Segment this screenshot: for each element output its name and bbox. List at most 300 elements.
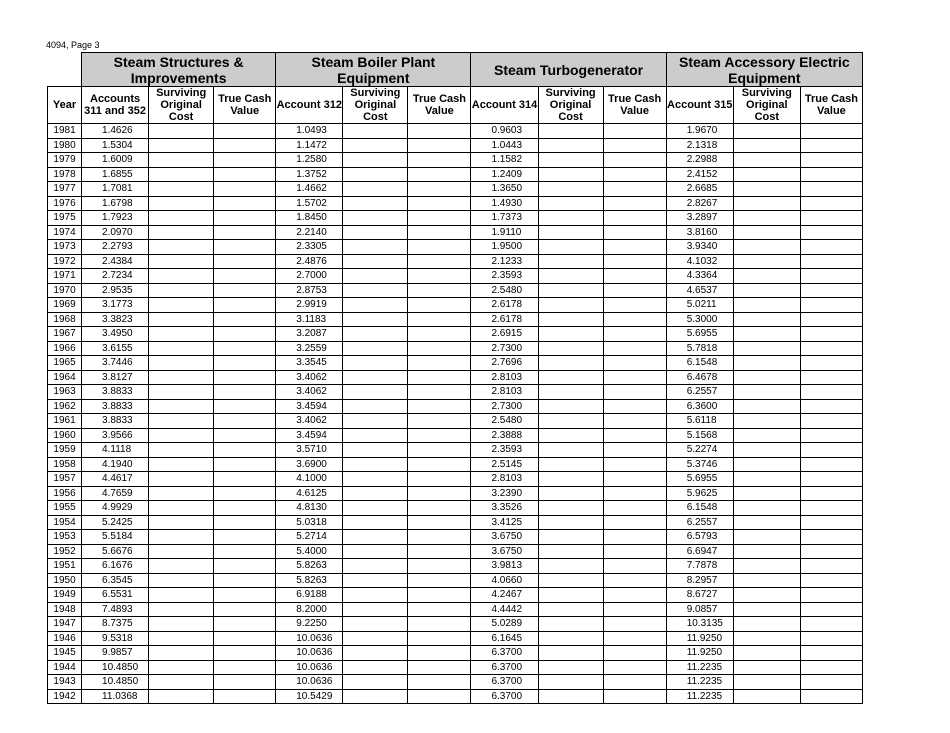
surviving-cost-input[interactable] <box>149 486 214 501</box>
surviving-cost-input[interactable] <box>343 196 408 211</box>
true-cash-input[interactable] <box>800 675 862 690</box>
true-cash-input[interactable] <box>408 414 471 429</box>
surviving-cost-input[interactable] <box>733 660 800 675</box>
surviving-cost-input[interactable] <box>538 240 603 255</box>
surviving-cost-input[interactable] <box>538 312 603 327</box>
true-cash-input[interactable] <box>214 530 276 545</box>
true-cash-input[interactable] <box>214 283 276 298</box>
true-cash-input[interactable] <box>408 646 471 661</box>
surviving-cost-input[interactable] <box>733 196 800 211</box>
surviving-cost-input[interactable] <box>733 689 800 704</box>
surviving-cost-input[interactable] <box>538 675 603 690</box>
surviving-cost-input[interactable] <box>343 414 408 429</box>
surviving-cost-input[interactable] <box>149 457 214 472</box>
surviving-cost-input[interactable] <box>538 211 603 226</box>
true-cash-input[interactable] <box>800 660 862 675</box>
surviving-cost-input[interactable] <box>538 254 603 269</box>
true-cash-input[interactable] <box>800 689 862 704</box>
surviving-cost-input[interactable] <box>149 646 214 661</box>
true-cash-input[interactable] <box>408 196 471 211</box>
surviving-cost-input[interactable] <box>538 167 603 182</box>
surviving-cost-input[interactable] <box>733 240 800 255</box>
true-cash-input[interactable] <box>408 602 471 617</box>
true-cash-input[interactable] <box>800 138 862 153</box>
surviving-cost-input[interactable] <box>343 298 408 313</box>
surviving-cost-input[interactable] <box>733 385 800 400</box>
surviving-cost-input[interactable] <box>149 167 214 182</box>
true-cash-input[interactable] <box>800 298 862 313</box>
surviving-cost-input[interactable] <box>149 689 214 704</box>
true-cash-input[interactable] <box>603 660 666 675</box>
true-cash-input[interactable] <box>408 298 471 313</box>
true-cash-input[interactable] <box>214 385 276 400</box>
true-cash-input[interactable] <box>408 327 471 342</box>
surviving-cost-input[interactable] <box>343 617 408 632</box>
surviving-cost-input[interactable] <box>149 124 214 139</box>
true-cash-input[interactable] <box>603 501 666 516</box>
surviving-cost-input[interactable] <box>343 544 408 559</box>
true-cash-input[interactable] <box>214 196 276 211</box>
true-cash-input[interactable] <box>800 167 862 182</box>
surviving-cost-input[interactable] <box>538 269 603 284</box>
true-cash-input[interactable] <box>408 472 471 487</box>
true-cash-input[interactable] <box>214 486 276 501</box>
true-cash-input[interactable] <box>408 660 471 675</box>
true-cash-input[interactable] <box>214 399 276 414</box>
true-cash-input[interactable] <box>603 675 666 690</box>
surviving-cost-input[interactable] <box>733 182 800 197</box>
surviving-cost-input[interactable] <box>538 283 603 298</box>
surviving-cost-input[interactable] <box>149 501 214 516</box>
surviving-cost-input[interactable] <box>343 631 408 646</box>
surviving-cost-input[interactable] <box>538 660 603 675</box>
true-cash-input[interactable] <box>800 399 862 414</box>
surviving-cost-input[interactable] <box>149 269 214 284</box>
surviving-cost-input[interactable] <box>149 254 214 269</box>
surviving-cost-input[interactable] <box>149 472 214 487</box>
true-cash-input[interactable] <box>603 341 666 356</box>
true-cash-input[interactable] <box>408 283 471 298</box>
true-cash-input[interactable] <box>800 472 862 487</box>
true-cash-input[interactable] <box>408 573 471 588</box>
surviving-cost-input[interactable] <box>733 356 800 371</box>
surviving-cost-input[interactable] <box>149 617 214 632</box>
true-cash-input[interactable] <box>214 327 276 342</box>
true-cash-input[interactable] <box>603 124 666 139</box>
surviving-cost-input[interactable] <box>343 269 408 284</box>
true-cash-input[interactable] <box>214 443 276 458</box>
true-cash-input[interactable] <box>603 167 666 182</box>
true-cash-input[interactable] <box>214 515 276 530</box>
surviving-cost-input[interactable] <box>733 544 800 559</box>
true-cash-input[interactable] <box>214 124 276 139</box>
true-cash-input[interactable] <box>214 182 276 197</box>
true-cash-input[interactable] <box>603 646 666 661</box>
surviving-cost-input[interactable] <box>733 370 800 385</box>
surviving-cost-input[interactable] <box>538 530 603 545</box>
surviving-cost-input[interactable] <box>149 225 214 240</box>
true-cash-input[interactable] <box>408 515 471 530</box>
true-cash-input[interactable] <box>214 312 276 327</box>
true-cash-input[interactable] <box>408 530 471 545</box>
surviving-cost-input[interactable] <box>733 254 800 269</box>
surviving-cost-input[interactable] <box>343 225 408 240</box>
true-cash-input[interactable] <box>603 428 666 443</box>
true-cash-input[interactable] <box>800 501 862 516</box>
true-cash-input[interactable] <box>214 660 276 675</box>
surviving-cost-input[interactable] <box>149 530 214 545</box>
true-cash-input[interactable] <box>800 124 862 139</box>
true-cash-input[interactable] <box>408 631 471 646</box>
surviving-cost-input[interactable] <box>343 428 408 443</box>
true-cash-input[interactable] <box>214 341 276 356</box>
surviving-cost-input[interactable] <box>149 602 214 617</box>
true-cash-input[interactable] <box>800 254 862 269</box>
true-cash-input[interactable] <box>408 269 471 284</box>
true-cash-input[interactable] <box>800 631 862 646</box>
surviving-cost-input[interactable] <box>538 356 603 371</box>
true-cash-input[interactable] <box>408 182 471 197</box>
surviving-cost-input[interactable] <box>149 153 214 168</box>
true-cash-input[interactable] <box>603 269 666 284</box>
surviving-cost-input[interactable] <box>538 588 603 603</box>
true-cash-input[interactable] <box>408 341 471 356</box>
true-cash-input[interactable] <box>214 588 276 603</box>
true-cash-input[interactable] <box>603 327 666 342</box>
true-cash-input[interactable] <box>603 240 666 255</box>
true-cash-input[interactable] <box>800 646 862 661</box>
true-cash-input[interactable] <box>603 196 666 211</box>
surviving-cost-input[interactable] <box>538 124 603 139</box>
surviving-cost-input[interactable] <box>733 559 800 574</box>
true-cash-input[interactable] <box>603 283 666 298</box>
surviving-cost-input[interactable] <box>733 153 800 168</box>
true-cash-input[interactable] <box>408 167 471 182</box>
true-cash-input[interactable] <box>800 182 862 197</box>
surviving-cost-input[interactable] <box>538 182 603 197</box>
surviving-cost-input[interactable] <box>538 225 603 240</box>
surviving-cost-input[interactable] <box>538 385 603 400</box>
surviving-cost-input[interactable] <box>149 196 214 211</box>
true-cash-input[interactable] <box>214 414 276 429</box>
true-cash-input[interactable] <box>214 298 276 313</box>
true-cash-input[interactable] <box>408 254 471 269</box>
surviving-cost-input[interactable] <box>149 559 214 574</box>
surviving-cost-input[interactable] <box>343 646 408 661</box>
true-cash-input[interactable] <box>603 182 666 197</box>
surviving-cost-input[interactable] <box>343 341 408 356</box>
surviving-cost-input[interactable] <box>733 472 800 487</box>
surviving-cost-input[interactable] <box>538 559 603 574</box>
true-cash-input[interactable] <box>800 211 862 226</box>
true-cash-input[interactable] <box>603 399 666 414</box>
true-cash-input[interactable] <box>408 356 471 371</box>
surviving-cost-input[interactable] <box>343 211 408 226</box>
true-cash-input[interactable] <box>800 225 862 240</box>
true-cash-input[interactable] <box>214 457 276 472</box>
true-cash-input[interactable] <box>800 515 862 530</box>
true-cash-input[interactable] <box>800 414 862 429</box>
surviving-cost-input[interactable] <box>149 588 214 603</box>
surviving-cost-input[interactable] <box>343 675 408 690</box>
true-cash-input[interactable] <box>800 269 862 284</box>
true-cash-input[interactable] <box>800 153 862 168</box>
surviving-cost-input[interactable] <box>343 530 408 545</box>
true-cash-input[interactable] <box>800 196 862 211</box>
true-cash-input[interactable] <box>800 443 862 458</box>
surviving-cost-input[interactable] <box>343 327 408 342</box>
surviving-cost-input[interactable] <box>149 356 214 371</box>
true-cash-input[interactable] <box>214 240 276 255</box>
true-cash-input[interactable] <box>408 138 471 153</box>
true-cash-input[interactable] <box>214 356 276 371</box>
true-cash-input[interactable] <box>800 283 862 298</box>
surviving-cost-input[interactable] <box>538 501 603 516</box>
true-cash-input[interactable] <box>214 573 276 588</box>
surviving-cost-input[interactable] <box>733 675 800 690</box>
true-cash-input[interactable] <box>603 559 666 574</box>
surviving-cost-input[interactable] <box>149 341 214 356</box>
true-cash-input[interactable] <box>800 428 862 443</box>
true-cash-input[interactable] <box>408 225 471 240</box>
surviving-cost-input[interactable] <box>343 283 408 298</box>
true-cash-input[interactable] <box>603 457 666 472</box>
surviving-cost-input[interactable] <box>538 196 603 211</box>
true-cash-input[interactable] <box>800 530 862 545</box>
surviving-cost-input[interactable] <box>538 544 603 559</box>
surviving-cost-input[interactable] <box>733 327 800 342</box>
surviving-cost-input[interactable] <box>149 414 214 429</box>
surviving-cost-input[interactable] <box>149 515 214 530</box>
true-cash-input[interactable] <box>408 588 471 603</box>
true-cash-input[interactable] <box>408 124 471 139</box>
true-cash-input[interactable] <box>408 559 471 574</box>
true-cash-input[interactable] <box>603 385 666 400</box>
surviving-cost-input[interactable] <box>538 617 603 632</box>
surviving-cost-input[interactable] <box>733 515 800 530</box>
true-cash-input[interactable] <box>800 385 862 400</box>
true-cash-input[interactable] <box>214 167 276 182</box>
surviving-cost-input[interactable] <box>343 153 408 168</box>
surviving-cost-input[interactable] <box>149 327 214 342</box>
true-cash-input[interactable] <box>214 501 276 516</box>
surviving-cost-input[interactable] <box>149 138 214 153</box>
true-cash-input[interactable] <box>800 327 862 342</box>
surviving-cost-input[interactable] <box>733 269 800 284</box>
surviving-cost-input[interactable] <box>343 602 408 617</box>
surviving-cost-input[interactable] <box>149 283 214 298</box>
true-cash-input[interactable] <box>800 457 862 472</box>
true-cash-input[interactable] <box>603 356 666 371</box>
surviving-cost-input[interactable] <box>733 138 800 153</box>
surviving-cost-input[interactable] <box>733 124 800 139</box>
true-cash-input[interactable] <box>214 559 276 574</box>
true-cash-input[interactable] <box>408 428 471 443</box>
true-cash-input[interactable] <box>603 211 666 226</box>
surviving-cost-input[interactable] <box>538 399 603 414</box>
surviving-cost-input[interactable] <box>538 646 603 661</box>
surviving-cost-input[interactable] <box>343 240 408 255</box>
surviving-cost-input[interactable] <box>538 631 603 646</box>
surviving-cost-input[interactable] <box>343 457 408 472</box>
true-cash-input[interactable] <box>603 153 666 168</box>
surviving-cost-input[interactable] <box>149 631 214 646</box>
surviving-cost-input[interactable] <box>343 370 408 385</box>
surviving-cost-input[interactable] <box>343 486 408 501</box>
surviving-cost-input[interactable] <box>343 312 408 327</box>
true-cash-input[interactable] <box>800 341 862 356</box>
true-cash-input[interactable] <box>214 675 276 690</box>
surviving-cost-input[interactable] <box>733 341 800 356</box>
true-cash-input[interactable] <box>603 631 666 646</box>
true-cash-input[interactable] <box>800 602 862 617</box>
surviving-cost-input[interactable] <box>538 443 603 458</box>
true-cash-input[interactable] <box>214 254 276 269</box>
surviving-cost-input[interactable] <box>733 573 800 588</box>
surviving-cost-input[interactable] <box>149 240 214 255</box>
surviving-cost-input[interactable] <box>538 457 603 472</box>
true-cash-input[interactable] <box>603 370 666 385</box>
surviving-cost-input[interactable] <box>149 399 214 414</box>
surviving-cost-input[interactable] <box>343 356 408 371</box>
true-cash-input[interactable] <box>800 486 862 501</box>
surviving-cost-input[interactable] <box>343 182 408 197</box>
true-cash-input[interactable] <box>603 486 666 501</box>
true-cash-input[interactable] <box>214 370 276 385</box>
true-cash-input[interactable] <box>214 646 276 661</box>
surviving-cost-input[interactable] <box>343 254 408 269</box>
true-cash-input[interactable] <box>214 225 276 240</box>
surviving-cost-input[interactable] <box>149 385 214 400</box>
surviving-cost-input[interactable] <box>149 298 214 313</box>
surviving-cost-input[interactable] <box>343 689 408 704</box>
true-cash-input[interactable] <box>603 588 666 603</box>
surviving-cost-input[interactable] <box>733 631 800 646</box>
surviving-cost-input[interactable] <box>538 689 603 704</box>
surviving-cost-input[interactable] <box>343 443 408 458</box>
true-cash-input[interactable] <box>214 689 276 704</box>
surviving-cost-input[interactable] <box>733 167 800 182</box>
true-cash-input[interactable] <box>408 443 471 458</box>
surviving-cost-input[interactable] <box>538 428 603 443</box>
surviving-cost-input[interactable] <box>149 211 214 226</box>
surviving-cost-input[interactable] <box>733 443 800 458</box>
true-cash-input[interactable] <box>603 544 666 559</box>
true-cash-input[interactable] <box>408 501 471 516</box>
true-cash-input[interactable] <box>603 312 666 327</box>
surviving-cost-input[interactable] <box>149 573 214 588</box>
surviving-cost-input[interactable] <box>733 486 800 501</box>
true-cash-input[interactable] <box>408 689 471 704</box>
true-cash-input[interactable] <box>214 428 276 443</box>
surviving-cost-input[interactable] <box>149 370 214 385</box>
surviving-cost-input[interactable] <box>733 588 800 603</box>
true-cash-input[interactable] <box>603 617 666 632</box>
true-cash-input[interactable] <box>408 153 471 168</box>
true-cash-input[interactable] <box>800 588 862 603</box>
true-cash-input[interactable] <box>603 138 666 153</box>
true-cash-input[interactable] <box>408 211 471 226</box>
surviving-cost-input[interactable] <box>343 138 408 153</box>
surviving-cost-input[interactable] <box>538 472 603 487</box>
true-cash-input[interactable] <box>800 617 862 632</box>
true-cash-input[interactable] <box>214 211 276 226</box>
surviving-cost-input[interactable] <box>343 385 408 400</box>
true-cash-input[interactable] <box>408 240 471 255</box>
true-cash-input[interactable] <box>214 153 276 168</box>
surviving-cost-input[interactable] <box>538 414 603 429</box>
true-cash-input[interactable] <box>800 240 862 255</box>
surviving-cost-input[interactable] <box>343 515 408 530</box>
surviving-cost-input[interactable] <box>538 486 603 501</box>
surviving-cost-input[interactable] <box>733 283 800 298</box>
true-cash-input[interactable] <box>603 573 666 588</box>
surviving-cost-input[interactable] <box>149 428 214 443</box>
surviving-cost-input[interactable] <box>538 370 603 385</box>
true-cash-input[interactable] <box>214 544 276 559</box>
true-cash-input[interactable] <box>603 443 666 458</box>
surviving-cost-input[interactable] <box>343 573 408 588</box>
surviving-cost-input[interactable] <box>343 660 408 675</box>
surviving-cost-input[interactable] <box>149 443 214 458</box>
true-cash-input[interactable] <box>214 269 276 284</box>
surviving-cost-input[interactable] <box>149 660 214 675</box>
surviving-cost-input[interactable] <box>733 501 800 516</box>
true-cash-input[interactable] <box>408 312 471 327</box>
true-cash-input[interactable] <box>603 414 666 429</box>
surviving-cost-input[interactable] <box>343 124 408 139</box>
true-cash-input[interactable] <box>408 457 471 472</box>
true-cash-input[interactable] <box>603 298 666 313</box>
surviving-cost-input[interactable] <box>343 167 408 182</box>
surviving-cost-input[interactable] <box>733 457 800 472</box>
surviving-cost-input[interactable] <box>733 646 800 661</box>
true-cash-input[interactable] <box>408 399 471 414</box>
surviving-cost-input[interactable] <box>149 312 214 327</box>
true-cash-input[interactable] <box>603 602 666 617</box>
true-cash-input[interactable] <box>408 675 471 690</box>
surviving-cost-input[interactable] <box>733 211 800 226</box>
true-cash-input[interactable] <box>214 617 276 632</box>
surviving-cost-input[interactable] <box>343 501 408 516</box>
true-cash-input[interactable] <box>214 631 276 646</box>
surviving-cost-input[interactable] <box>538 298 603 313</box>
surviving-cost-input[interactable] <box>538 602 603 617</box>
surviving-cost-input[interactable] <box>538 153 603 168</box>
surviving-cost-input[interactable] <box>538 138 603 153</box>
surviving-cost-input[interactable] <box>149 544 214 559</box>
surviving-cost-input[interactable] <box>538 515 603 530</box>
surviving-cost-input[interactable] <box>733 617 800 632</box>
true-cash-input[interactable] <box>408 544 471 559</box>
surviving-cost-input[interactable] <box>343 472 408 487</box>
true-cash-input[interactable] <box>408 486 471 501</box>
true-cash-input[interactable] <box>603 472 666 487</box>
surviving-cost-input[interactable] <box>733 530 800 545</box>
surviving-cost-input[interactable] <box>733 602 800 617</box>
true-cash-input[interactable] <box>408 617 471 632</box>
true-cash-input[interactable] <box>214 602 276 617</box>
true-cash-input[interactable] <box>603 254 666 269</box>
true-cash-input[interactable] <box>800 312 862 327</box>
true-cash-input[interactable] <box>408 370 471 385</box>
true-cash-input[interactable] <box>603 515 666 530</box>
surviving-cost-input[interactable] <box>538 341 603 356</box>
surviving-cost-input[interactable] <box>733 399 800 414</box>
true-cash-input[interactable] <box>603 225 666 240</box>
surviving-cost-input[interactable] <box>343 588 408 603</box>
true-cash-input[interactable] <box>800 573 862 588</box>
